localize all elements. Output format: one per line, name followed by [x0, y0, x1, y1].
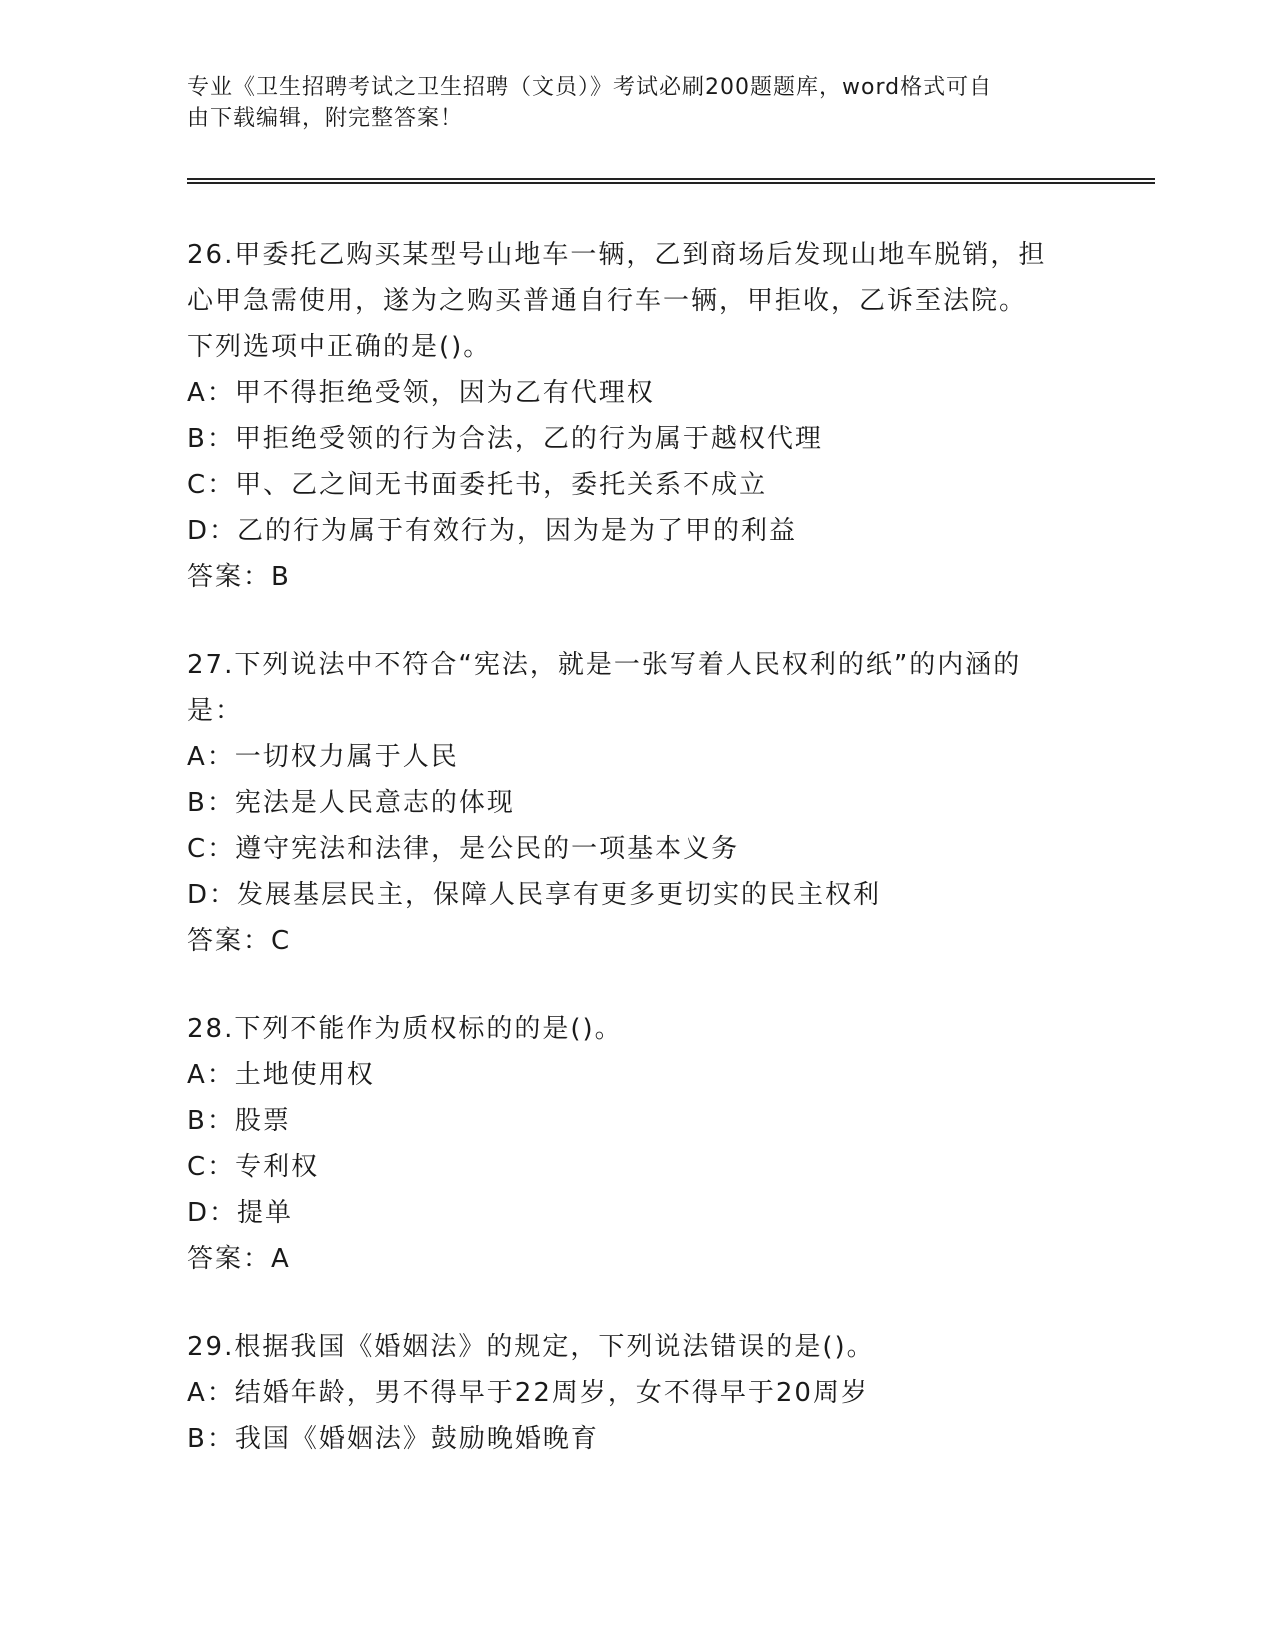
question-stem — [187, 232, 1087, 370]
question-stem — [187, 642, 1087, 734]
option-d: D：发展基层民主，保障人民享有更多更切实的民主权利 — [187, 880, 882, 910]
question-26 — [187, 232, 1087, 600]
option-c: C：甲、乙之间无书面委托书，委托关系不成立 — [187, 470, 768, 500]
option-b: B：宪法是人民意志的体现 — [187, 788, 515, 818]
header-line-1: 专业《卫生招聘考试之卫生招聘（文员）》考试必刷200题题库，word格式可自 — [187, 75, 993, 100]
option-a: A：土地使用权 — [187, 1060, 375, 1090]
document-header — [187, 72, 1067, 134]
answer-line: 答案：B — [187, 562, 291, 592]
option-a: A：结婚年龄，男不得早于22周岁，女不得早于20周岁 — [187, 1378, 869, 1408]
question-27 — [187, 642, 1087, 964]
question-28 — [187, 1006, 1087, 1282]
option-c: C：专利权 — [187, 1152, 320, 1182]
option-a: A：甲不得拒绝受领，因为乙有代理权 — [187, 378, 655, 408]
header-divider-top — [187, 178, 1155, 180]
answer-line: 答案：A — [187, 1244, 291, 1274]
stem-line: 26.甲委托乙购买某型号山地车一辆，乙到商场后发现山地车脱销，担 — [187, 240, 1047, 270]
stem-line: 心甲急需使用，遂为之购买普通自行车一辆，甲拒收，乙诉至法院。 — [187, 286, 1028, 316]
header-divider-bottom — [187, 182, 1155, 184]
header-line-2: 由下载编辑，附完整答案！ — [187, 106, 464, 131]
stem-line: 27.下列说法中不符合“宪法，就是一张写着人民权利的纸”的内涵的 — [187, 650, 1022, 680]
stem-line: 28.下列不能作为质权标的的是()。 — [187, 1014, 623, 1044]
question-stem — [187, 1324, 1087, 1370]
stem-line: 29.根据我国《婚姻法》的规定，下列说法错误的是()。 — [187, 1332, 875, 1362]
question-list — [187, 232, 1087, 1504]
option-b: B：甲拒绝受领的行为合法，乙的行为属于越权代理 — [187, 424, 823, 454]
stem-line: 是： — [187, 696, 244, 726]
stem-line: 下列选项中正确的是()。 — [187, 332, 492, 362]
question-29 — [187, 1324, 1087, 1462]
option-d: D：提单 — [187, 1198, 294, 1228]
option-d: D：乙的行为属于有效行为，因为是为了甲的利益 — [187, 516, 798, 546]
option-b: B：股票 — [187, 1106, 291, 1136]
option-a: A：一切权力属于人民 — [187, 742, 459, 772]
option-b: B：我国《婚姻法》鼓励晚婚晚育 — [187, 1424, 599, 1454]
question-stem — [187, 1006, 1087, 1052]
answer-line: 答案：C — [187, 926, 292, 956]
option-c: C：遵守宪法和法律，是公民的一项基本义务 — [187, 834, 740, 864]
